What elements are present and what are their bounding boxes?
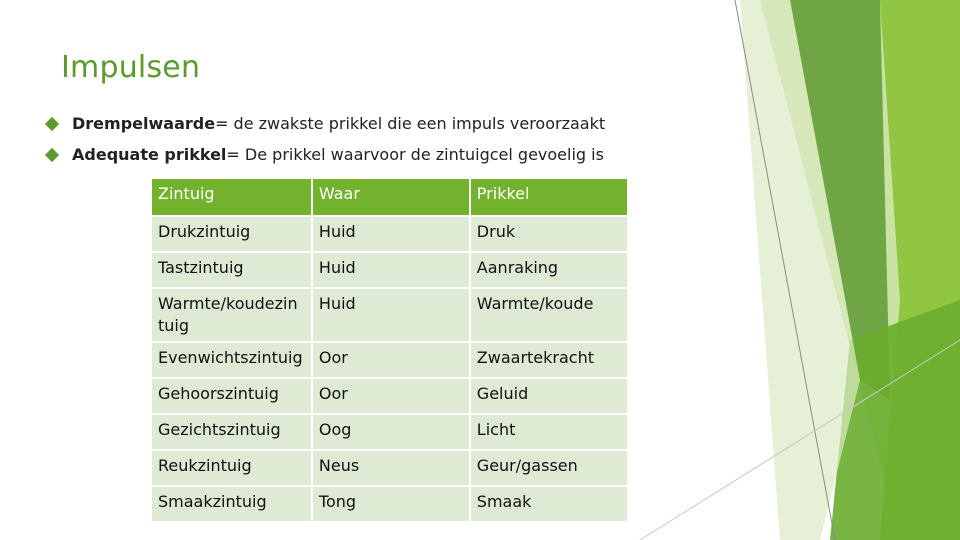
header-waar: Waar — [313, 179, 471, 217]
cell-prikkel: Aanraking — [471, 253, 629, 289]
header-zintuig: Zintuig — [152, 179, 313, 217]
senses-table — [152, 179, 629, 523]
slide-title: Impulsen — [61, 50, 201, 85]
cell-prikkel: Druk — [471, 217, 629, 253]
header-prikkel: Prikkel — [471, 179, 629, 217]
cell-waar: Tong — [313, 487, 471, 523]
table-row — [152, 451, 629, 487]
bullet-list — [42, 112, 722, 173]
diamond-bullet-icon — [45, 148, 59, 162]
cell-prikkel: Licht — [471, 415, 629, 451]
table-row — [152, 415, 629, 451]
cell-zintuig: Drukzintuig — [152, 217, 313, 253]
cell-waar: Neus — [313, 451, 471, 487]
table-row — [152, 343, 629, 379]
table-row — [152, 253, 629, 289]
cell-prikkel: Warmte/koude — [471, 289, 629, 343]
table-header-row — [152, 179, 629, 217]
cell-prikkel: Geluid — [471, 379, 629, 415]
cell-zintuig: Tastzintuig — [152, 253, 313, 289]
cell-zintuig: Evenwichtszintuig — [152, 343, 313, 379]
cell-prikkel: Zwaartekracht — [471, 343, 629, 379]
cell-waar: Huid — [313, 253, 471, 289]
bullet-text: = de zwakste prikkel die een impuls veroorzaakt — [215, 114, 606, 133]
table-row — [152, 487, 629, 523]
cell-waar: Oor — [313, 343, 471, 379]
cell-waar: Oog — [313, 415, 471, 451]
cell-prikkel: Smaak — [471, 487, 629, 523]
bullet-text: = De prikkel waarvoor de zintuigcel gevoelig is — [226, 145, 604, 164]
cell-zintuig: Smaakzintuig — [152, 487, 313, 523]
diamond-bullet-icon — [45, 117, 59, 131]
cell-zintuig: Reukzintuig — [152, 451, 313, 487]
cell-zintuig: Gehoorszintuig — [152, 379, 313, 415]
table-row — [152, 379, 629, 415]
bullet-adequate-prikkel — [42, 143, 722, 173]
cell-waar: Huid — [313, 217, 471, 253]
table-row — [152, 289, 629, 343]
cell-waar: Huid — [313, 289, 471, 343]
cell-zintuig: Gezichtszintuig — [152, 415, 313, 451]
cell-waar: Oor — [313, 379, 471, 415]
bullet-term: Adequate prikkel — [72, 145, 227, 164]
bullet-term: Drempelwaarde — [72, 114, 216, 133]
table-row — [152, 217, 629, 253]
cell-zintuig: Warmte/koudezin tuig — [152, 289, 313, 343]
bullet-drempelwaarde — [42, 112, 722, 142]
cell-prikkel: Geur/gassen — [471, 451, 629, 487]
